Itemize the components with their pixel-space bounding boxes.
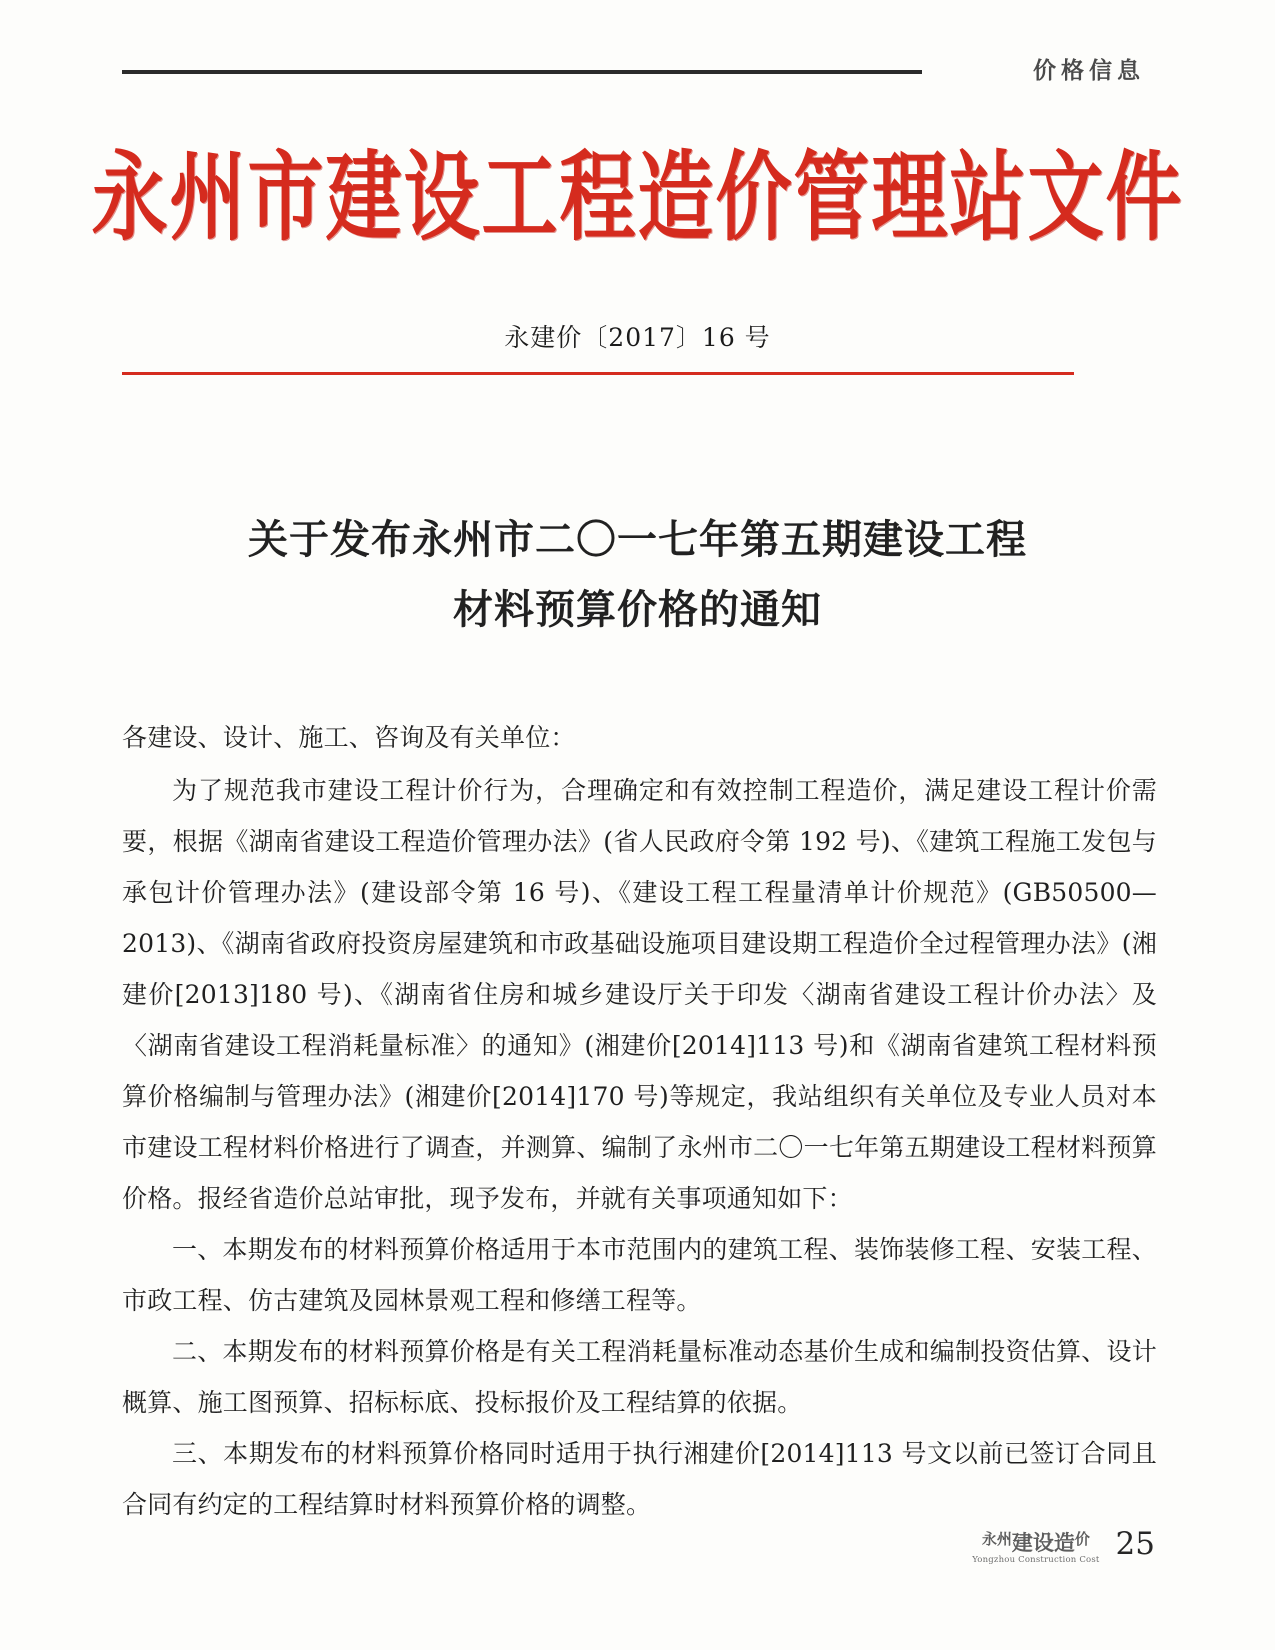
running-header-label: 价格信息 xyxy=(1033,57,1145,84)
red-separator-rule xyxy=(122,372,1074,375)
document-number: 永建价〔2017〕16 号 xyxy=(504,323,771,352)
body-paragraph-1: 为了规范我市建设工程计价行为，合理确定和有效控制工程造价，满足建设工程计价需要，根据《湖南省建设工程造价管理办法》(省人民政府令第 192 号)、《建筑工程施工发包与承包计价管理办法》(建设部令第 16 号)、《建设工程工程量清单计价规范》(GB50500—2013)、《湖南省政府投资房屋建筑和市政基础设施项目建设期工程造价全过程管理办法》(湘建价[2013]180 号)、《湖南省住房和城乡建设厅关于印发〈湖南省建设工程计价办法〉及〈湖南省建设工程消耗量标准〉的通知》(湘建价[2014]113 号)和《湖南省建筑工程材料预算价格编制与管理办法》(湘建价[2014]170 号)等规定，我站组织有关单位及专业人员对本市建设工程材料价格进行了调查，并测算、编制了永州市二〇一七年第五期建设工程材料预算价格。报经省造价总站审批，现予发布，并就有关事项通知如下： xyxy=(122,776,1157,1213)
logo-text-part-3: 价 xyxy=(1074,1529,1090,1548)
masthead xyxy=(0,139,1275,254)
page-title xyxy=(0,505,1275,645)
body-item-1: 一、本期发布的材料预算价格适用于本市范围内的建筑工程、装饰装修工程、安装工程、市政工程、仿古建筑及园林景观工程和修缮工程等。 xyxy=(122,1235,1157,1315)
page-title-line-2: 材料预算价格的通知 xyxy=(453,586,822,633)
logo-chinese-text xyxy=(972,1529,1099,1555)
page-footer xyxy=(972,1526,1155,1565)
logo-text-part-1: 永州 xyxy=(981,1529,1012,1548)
body-item-3: 三、本期发布的材料预算价格同时适用于执行湘建价[2014]113 号文以前已签订合同且合同有约定的工程结算时材料预算价格的调整。 xyxy=(122,1439,1157,1519)
running-header xyxy=(0,40,1275,86)
salutation: 各建设、设计、施工、咨询及有关单位： xyxy=(122,723,576,752)
masthead-title: 永州市建设工程造价管理站文件 xyxy=(91,139,1184,254)
logo-text-part-2: 建设造 xyxy=(1011,1529,1075,1555)
logo-english-text: Yongzhou Construction Cost xyxy=(972,1554,1100,1565)
organization-logo xyxy=(972,1529,1100,1565)
body-item-2: 二、本期发布的材料预算价格是有关工程消耗量标准动态基价生成和编制投资估算、设计概算、施工图预算、招标标底、投标报价及工程结算的依据。 xyxy=(122,1337,1157,1417)
document-body xyxy=(122,712,1157,1530)
header-divider-rule xyxy=(122,70,922,74)
page-title-line-1: 关于发布永州市二〇一七年第五期建设工程 xyxy=(248,516,1027,563)
page-number: 25 xyxy=(1115,1526,1155,1562)
